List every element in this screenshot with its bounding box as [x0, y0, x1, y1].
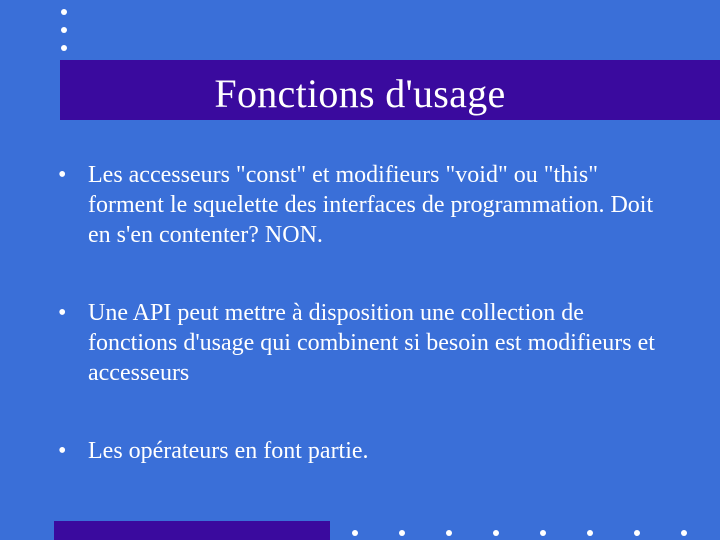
dot-icon — [634, 530, 640, 536]
dot-icon — [493, 530, 499, 536]
bullet-marker-icon: • — [58, 438, 67, 464]
dot-icon — [61, 9, 67, 15]
dot-icon — [61, 27, 67, 33]
bottom-accent-bar — [54, 521, 330, 540]
bullet-text: Une API peut mettre à disposition une collection de fonctions d'usage qui combinent si besoin est modifieurs et accesseurs — [88, 300, 655, 386]
dot-icon — [446, 530, 452, 536]
bullet-item — [58, 160, 658, 250]
slide-title: Fonctions d'usage — [214, 71, 506, 116]
dot-icon — [540, 530, 546, 536]
dot-icon — [681, 530, 687, 536]
decorative-dots-horizontal — [352, 530, 720, 538]
dot-icon — [587, 530, 593, 536]
bullet-marker-icon: • — [58, 300, 67, 326]
bullet-marker-icon: • — [58, 162, 67, 188]
dot-icon — [399, 530, 405, 536]
decorative-dots-vertical — [61, 9, 69, 63]
dot-icon — [61, 45, 67, 51]
bullet-text: Les accesseurs "const" et modifieurs "void" ou "this" forment le squelette des interfaces de programmation. Doit en s'en contenter? NON. — [88, 162, 654, 248]
bullet-item — [58, 436, 658, 466]
bullet-text: Les opérateurs en font partie. — [88, 438, 369, 464]
bullet-item — [58, 298, 658, 388]
bullet-list — [58, 160, 658, 466]
dot-icon — [352, 530, 358, 536]
